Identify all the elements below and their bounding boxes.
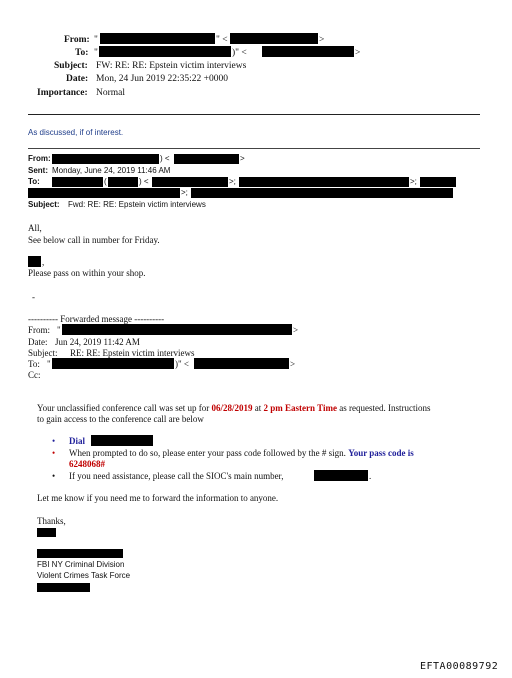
msg-p1-at: at [254, 403, 262, 413]
inner-to-semi3: >; [181, 188, 188, 197]
inner-to-label: To: [28, 177, 40, 186]
from-end: > [319, 35, 325, 45]
inner-from-label: From: [28, 154, 51, 163]
redaction [37, 583, 90, 592]
inner-subject-value: Fwd: RE: RE: Epstein victim interviews [68, 200, 206, 209]
body-call-in-note: See below call in number for Friday. [28, 235, 160, 245]
inner-to-sep: ) < [139, 177, 149, 186]
message-para-1 [37, 403, 430, 413]
body-dash: - [32, 292, 35, 302]
bullet-passcode-text: When prompted to do so, please enter your pass code followed by the # sign. [69, 448, 346, 458]
fwd-from-quote: " [57, 325, 61, 335]
msg-p1-a: Your unclassified conference call was set up for [37, 403, 210, 413]
inner-to-semi1: >; [229, 177, 236, 186]
redaction [108, 177, 138, 187]
fwd-cc-label: Cc: [28, 370, 41, 380]
from-label: From: [64, 35, 90, 45]
redaction [37, 528, 56, 537]
to-end: > [355, 48, 361, 58]
fwd-to-label: To: [28, 359, 40, 369]
to-label: To: [75, 48, 89, 58]
date-value: Mon, 24 Jun 2019 22:35:22 +0000 [96, 74, 229, 84]
body-greeting: All, [28, 223, 42, 233]
redaction [262, 46, 354, 57]
bullet-dot: • [52, 448, 56, 458]
fwd-from-end: > [293, 325, 299, 335]
bullet-passcode-label: Your pass code is [348, 448, 414, 458]
bullet-dot: • [52, 471, 56, 481]
inner-from-sep: ) < [160, 154, 170, 163]
fwd-to-sep: )" < [175, 359, 189, 369]
signature-division: FBI NY Criminal Division [37, 560, 125, 569]
redaction [100, 33, 215, 44]
fwd-to-end: > [290, 359, 296, 369]
redaction [28, 188, 180, 198]
importance-value: Normal [96, 88, 126, 98]
bullet-assistance-end: . [369, 471, 372, 481]
inner-subject-label: Subject: [28, 200, 60, 209]
fwd-subject-value: RE: RE: Epstein victim interviews [70, 348, 195, 358]
redaction [152, 177, 228, 187]
fwd-date-label: Date: [28, 337, 48, 347]
bullet-dot: • [52, 436, 56, 446]
pass-code-value: 6248068# [69, 459, 105, 469]
redaction [191, 188, 453, 198]
message-thanks: Thanks, [37, 516, 66, 526]
to-sep: )" < [232, 48, 247, 58]
redaction [37, 549, 123, 558]
redaction [99, 46, 231, 57]
section-divider [28, 148, 480, 149]
inner-sent-label: Sent: [28, 166, 48, 175]
signature-task-force: Violent Crimes Task Force [37, 571, 131, 580]
fwd-subject-label: Subject: [28, 348, 58, 358]
from-sep: " < [216, 35, 228, 45]
redaction [91, 435, 153, 446]
inner-from-end: > [240, 154, 245, 163]
fwd-date-value: Jun 24, 2019 11:42 AM [55, 337, 140, 347]
redaction [420, 177, 456, 187]
msg-p1-b: as requested. Instructions [339, 403, 431, 413]
to-quote: " [94, 48, 98, 58]
redaction [62, 324, 292, 335]
subject-label: Subject: [54, 61, 88, 71]
intro-note: As discussed, if of interest. [28, 128, 124, 137]
body-pass-on: Please pass on within your shop. [28, 268, 146, 278]
redaction [28, 256, 41, 267]
date-label: Date: [66, 74, 89, 84]
inner-to-semi2: >; [410, 177, 417, 186]
message-para-2: Let me know if you need me to forward the information to anyone. [37, 493, 279, 503]
redaction [52, 177, 103, 187]
inner-to-paren: ( [104, 177, 107, 186]
redaction [194, 358, 289, 369]
bullet-dial-label: Dial [69, 436, 86, 446]
bates-number: EFTA00089792 [420, 661, 499, 672]
fwd-to-quote: " [47, 359, 51, 369]
redaction [230, 33, 318, 44]
bullet-passcode-line [69, 448, 414, 458]
subject-value: FW: RE: RE: Epstein victim interviews [96, 61, 247, 71]
body-comma: , [42, 257, 45, 267]
bullet-assistance: If you need assistance, please call the SIOC's main number, [69, 471, 284, 481]
fwd-from-label: From: [28, 325, 51, 335]
importance-label: Importance: [37, 88, 88, 98]
call-date: 06/28/2019 [211, 403, 253, 413]
call-time: 2 pm Eastern Time [263, 403, 337, 413]
forwarded-divider: ---------- Forwarded message ---------- [28, 314, 165, 324]
redaction [52, 358, 174, 369]
message-para-1-cont: to gain access to the conference call are below [37, 414, 204, 424]
redaction [239, 177, 409, 187]
header-divider [28, 114, 480, 115]
from-quote: " [94, 35, 98, 45]
redaction [52, 154, 159, 164]
inner-sent-value: Monday, June 24, 2019 11:46 AM [52, 166, 171, 175]
redaction [314, 470, 368, 481]
redaction [174, 154, 239, 164]
